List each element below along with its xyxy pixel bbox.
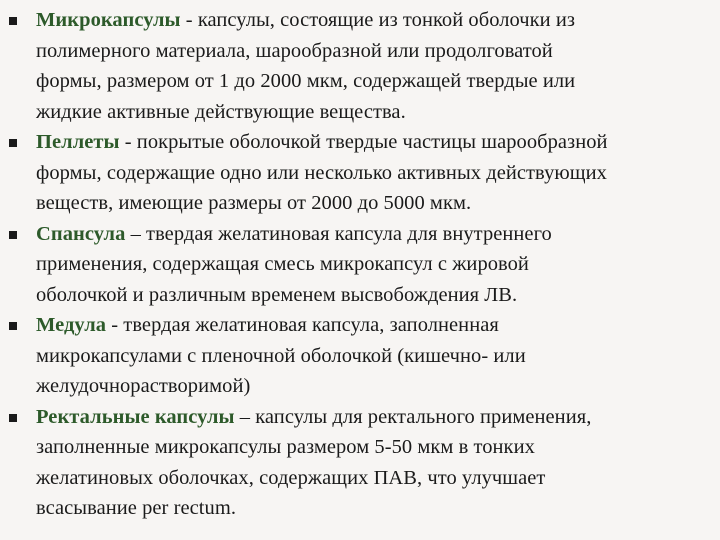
definition-text: формы, размером от 1 до 2000 мкм, содержащей твердые или: [36, 70, 576, 92]
text-line: [36, 127, 708, 158]
list-item-rectal-capsules: [8, 402, 708, 524]
list-item-medula: [8, 310, 708, 402]
text-line: [36, 5, 708, 36]
definition-text: микрокапсулами с пленочной оболочкой (кишечно- или: [36, 344, 526, 367]
definition-text: – капсулы для ректального применения,: [234, 405, 592, 428]
definition-text: полимерного материала, шарообразной или продолговатой: [36, 39, 553, 62]
definition-text: всасывание per rectum.: [36, 497, 236, 519]
list-item-spansule: [8, 219, 708, 311]
text-line: [36, 310, 708, 341]
term-pellets: Пеллеты: [36, 131, 120, 153]
text-line: [36, 219, 708, 250]
definition-text: - твердая желатиновая капсула, заполненная: [106, 314, 499, 336]
definition-text: формы, содержащие одно или несколько активных действующих: [36, 161, 607, 184]
term-microcapsules: Микрокапсулы: [36, 9, 181, 31]
definition-text: - покрытые оболочкой твердые частицы шарообразной: [119, 131, 608, 153]
term-rectal-capsules: Ректальные капсулы: [36, 405, 235, 428]
list-item-pellets: [8, 127, 708, 219]
square-bullet-icon: [9, 414, 17, 422]
square-bullet-icon: [9, 17, 17, 25]
definition-text: жидкие активные действующие вещества.: [36, 100, 406, 123]
term-spansule: Спансула: [36, 222, 126, 245]
list-item-microcapsules: [8, 5, 708, 127]
definition-text: - капсулы, состоящие из тонкой оболочки из: [180, 9, 576, 31]
definition-text: веществ, имеющие размеры от 2000 до 5000 мкм.: [36, 192, 472, 214]
square-bullet-icon: [9, 322, 17, 330]
definition-text: заполненные микрокапсулы размером 5-50 мкм в тонких: [36, 436, 535, 458]
text-line: [36, 402, 708, 433]
term-medula: Медула: [36, 314, 107, 336]
definition-text: – твердая желатиновая капсула для внутреннего: [125, 222, 552, 245]
definition-text: применения, содержащая смесь микрокапсул с жировой: [36, 253, 529, 275]
definition-text: желатиновых оболочках, содержащих ПАВ, что улучшает: [36, 466, 546, 489]
definition-text: оболочкой и различным временем высвобождения ЛВ.: [36, 283, 518, 306]
square-bullet-icon: [9, 139, 17, 147]
definition-text: желудочнорастворимой): [36, 375, 251, 397]
definition-list: [8, 5, 708, 524]
square-bullet-icon: [9, 231, 17, 239]
